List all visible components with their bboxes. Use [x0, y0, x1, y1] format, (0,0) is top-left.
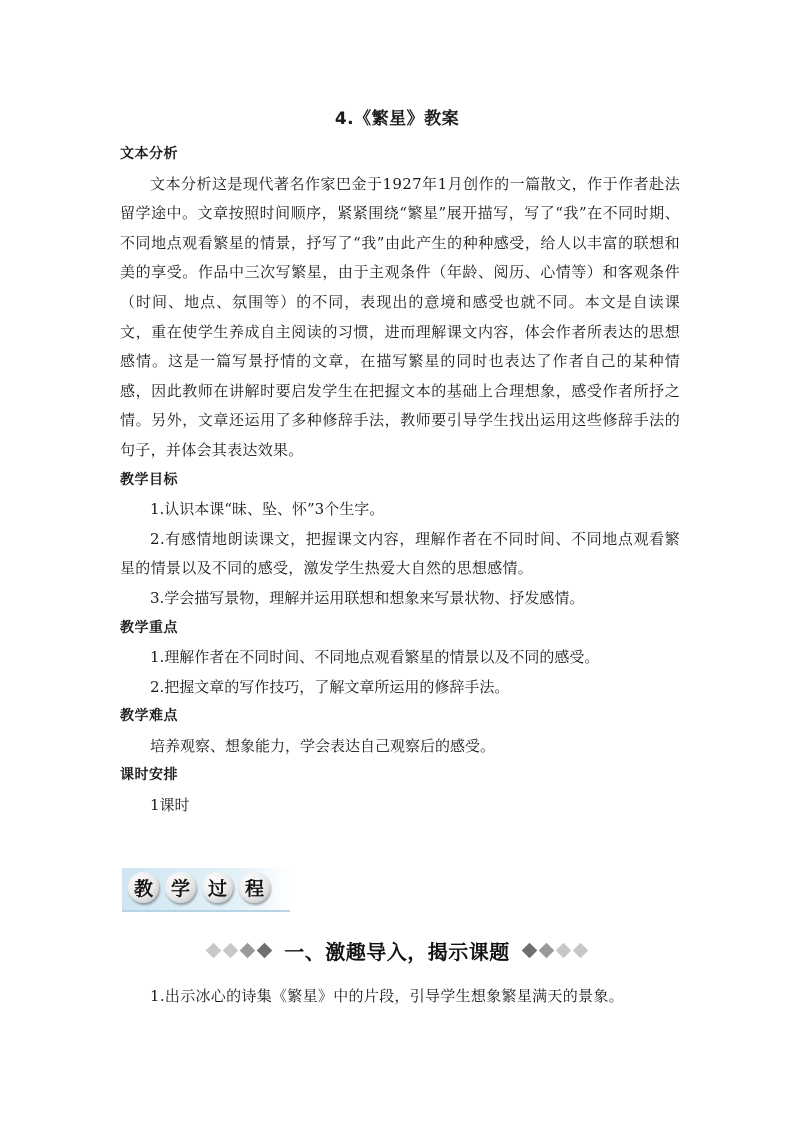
heading-teaching-goals: 教学目标: [120, 471, 178, 488]
diamond-icon: [538, 943, 554, 959]
key-point-item-2: 2.把握文章的写作技巧，了解文章所运用的修辞手法。: [150, 677, 510, 696]
document-body: [120, 140, 680, 821]
diamond-icon: [521, 943, 537, 959]
goal-item-3: 3.学会描写景物，理解并运用联想和想象来写景状物、抒发感情。: [150, 588, 585, 607]
section-title-text: 一、激趣导入，揭示课题: [284, 940, 510, 964]
heading-key-points: 教学重点: [120, 619, 178, 636]
teaching-process-banner: [122, 868, 290, 912]
banner-char-1: 教: [128, 872, 159, 903]
banner-char-4: 程: [239, 872, 270, 903]
goal-item-1: 1.认识本课“昧、坠、怀”3个生字。: [150, 500, 385, 519]
heading-schedule: 课时安排: [120, 767, 178, 784]
diamond-icon: [555, 943, 571, 959]
key-point-item-1: 1.理解作者在不同时间、不同地点观看繁星的情景以及不同的感受。: [150, 648, 600, 667]
schedule-text: 1课时: [150, 796, 190, 815]
heading-text-analysis: 文本分析: [120, 146, 178, 162]
banner-char-2: 学: [165, 872, 196, 903]
difficulty-text: 培养观察、想象能力，学会表达自己观察后的感受。: [150, 736, 496, 755]
section-heading-1: [0, 936, 794, 965]
diamond-icon: [572, 943, 588, 959]
right-diamond-ornament: [524, 945, 586, 956]
heading-difficulties: 教学难点: [120, 708, 178, 725]
section-1-item-1: 1.出示冰心的诗集《繁星》中的片段，引导学生想象繁星满天的景象。: [150, 987, 624, 1005]
left-diamond-ornament: [208, 945, 270, 956]
diamond-icon: [240, 943, 256, 959]
goal-item-2: 2.有感情地朗读课文，把握课文内容，理解作者在不同时间、不同地点观看繁星的情景以及不同的感受，激发学生热爱大自然的思想感情。: [120, 529, 680, 578]
diamond-icon: [206, 943, 222, 959]
text-analysis-paragraph: 文本分析这是现代著名作家巴金于1927年1月创作的一篇散文，作于作者赴法留学途中。文章按照时间顺序，紧紧围绕“繁星”展开描写，写了“我”在不同时期、不同地点观看繁星的情景，抒写了“我”由此产生的种种感受，给人以丰富的联想和美的享受。作品中三次写繁星，由于主观条件（年龄、阅历、心情等）和客观条件（时间、地点、氛围等）的不同，表现出的意境和感受也就不同。本文是自读课文，重在使学生养成自主阅读的习惯，进而理解课文内容，体会作者所表达的思想感情。这是一篇写景抒情的文章，在描写繁星的同时也表达了作者自己的某种情感，因此教师在讲解时要启发学生在把握文本的基础上合理想象，感受作者所抒之情。另外，文章还运用了多种修辞手法，教师要引导学生找出运用这些修辞手法的句子，并体会其表达效果。: [120, 174, 680, 459]
diamond-icon: [223, 943, 239, 959]
banner-char-3: 过: [202, 872, 233, 903]
diamond-icon: [257, 943, 273, 959]
document-title: 4.《繁星》教案: [334, 109, 460, 129]
section-1-content: [150, 982, 690, 1012]
